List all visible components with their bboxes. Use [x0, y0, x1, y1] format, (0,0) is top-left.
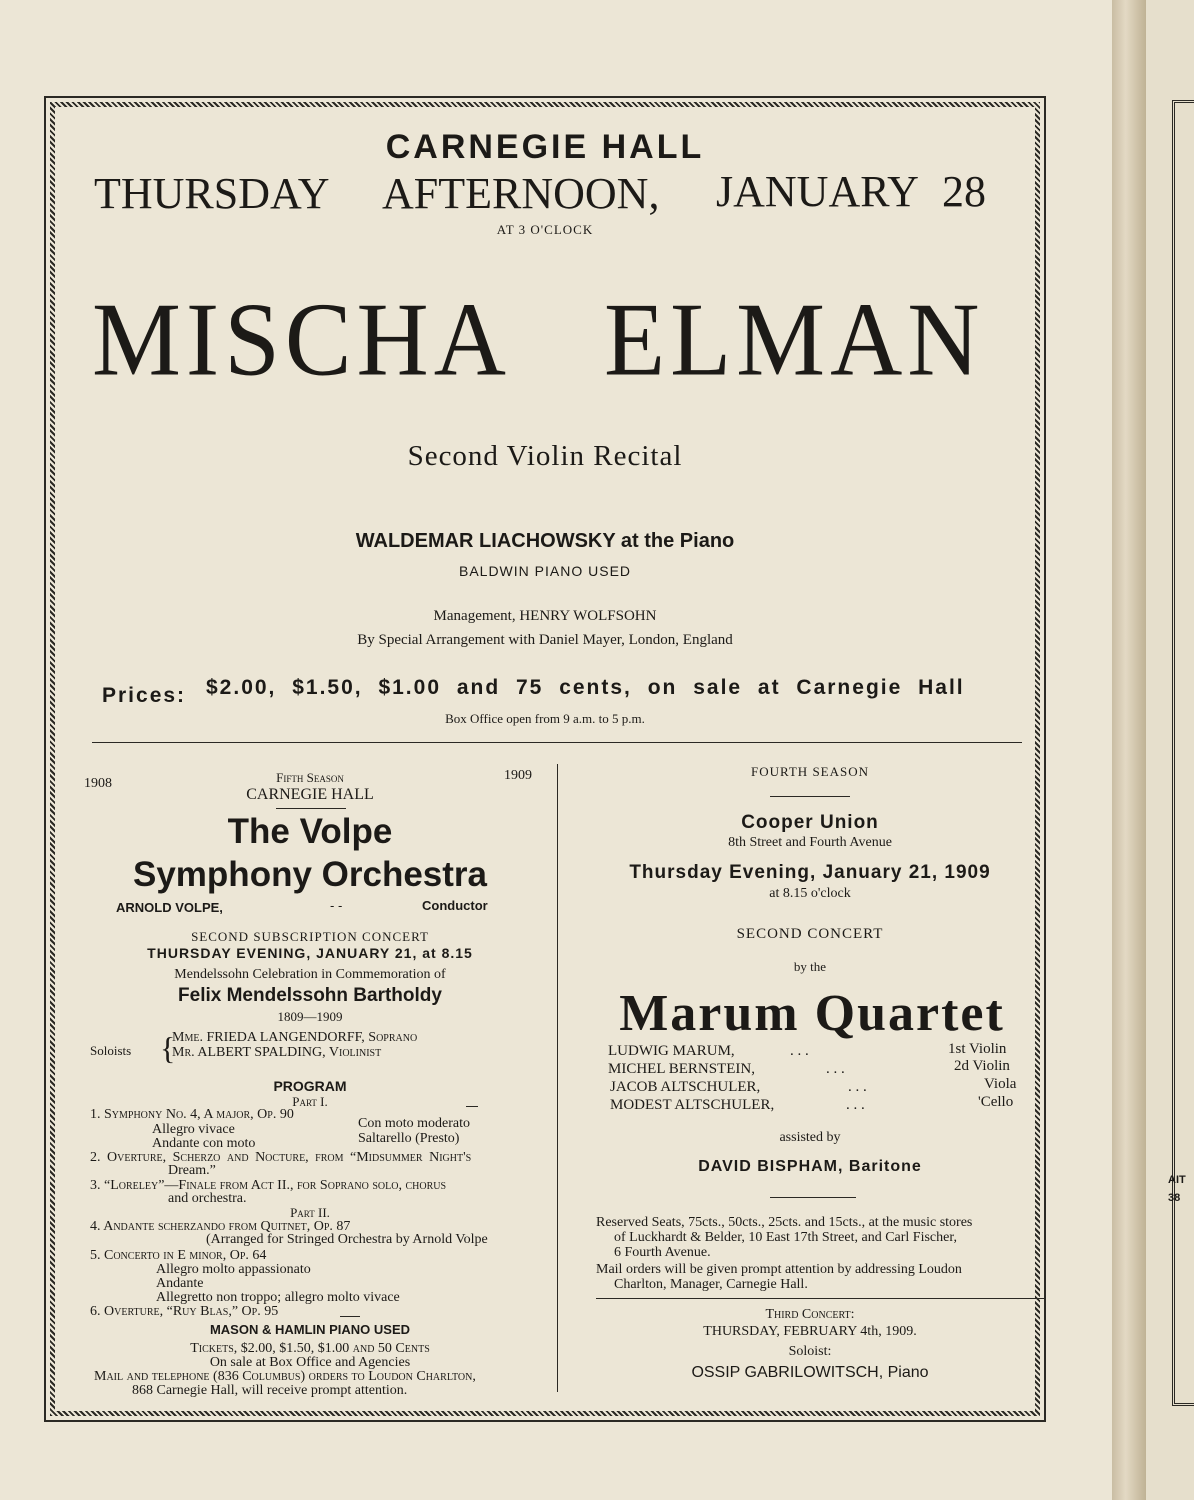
program-movement: Allegro molto appassionato [156, 1262, 311, 1277]
program-item-cont: and orchestra. [168, 1191, 247, 1206]
program-item: 2. Overture, Scherzo and Nocture, from “Midsummer Night's [90, 1150, 472, 1165]
celebration-line: Mendelssohn Celebration in Commemoration of [174, 967, 446, 982]
reserved-seats: Reserved Seats, 75cts., 50cts., 25cts. and 15cts., at the music stores [596, 1215, 973, 1230]
adjacent-page-border [1172, 100, 1194, 1406]
conductor-role: Conductor [422, 898, 488, 913]
third-concert-label: Third Concert: [765, 1307, 855, 1322]
season-year-end: 1909 [504, 768, 532, 783]
soloist-1: Mme. FRIEDA LANGENDORFF, Soprano [172, 1030, 418, 1045]
date-period: AFTERNOON, [382, 169, 660, 218]
pianist-line: WALDEMAR LIACHOWSKY at the Piano [355, 530, 735, 552]
quartet-member-role: 1st Violin [948, 1041, 1007, 1057]
management-line: Management, HENRY WOLFSOHN [433, 608, 657, 624]
concert-time: AT 3 O'CLOCK [496, 222, 594, 237]
conductor-dashes: - - [330, 898, 343, 913]
rule [770, 796, 850, 797]
reserved-seats-cont: 6 Fourth Avenue. [614, 1245, 711, 1260]
program-title: PROGRAM [273, 1078, 347, 1094]
volpe-hall: CARNEGIE HALL [246, 786, 374, 803]
marum-venue: Cooper Union [741, 812, 879, 833]
program-item: 6. Overture, “Ruy Blas,” Op. 95 [90, 1304, 279, 1319]
volpe-mail: Mail and telephone (836 Columbus) orders to Loudon Charlton, [94, 1369, 476, 1384]
composer-name: Felix Mendelssohn Bartholdy [178, 985, 442, 1006]
orchestra-title-line2: Symphony Orchestra [133, 855, 487, 894]
third-soloist: OSSIP GABRILOWITSCH, Piano [691, 1364, 929, 1381]
hall-heading: CARNEGIE HALL [385, 128, 705, 166]
third-soloist-label: Soloist: [788, 1344, 832, 1359]
page-gutter [1112, 0, 1146, 1500]
reserved-seats-cont: of Luckhardt & Belder, 10 East 17th Street, and Carl Fischer, [614, 1230, 957, 1245]
program-movement: Andante con moto [152, 1136, 256, 1151]
quartet-member-name: MICHEL BERNSTEIN, [608, 1061, 755, 1077]
program-movement: Allegretto non troppo; allegro molto vivace [156, 1290, 400, 1305]
date-day: THURSDAY [94, 169, 330, 218]
rule [340, 1316, 360, 1317]
program-movement: Con moto moderato [358, 1116, 470, 1131]
soloist-2: Mr. ALBERT SPALDING, Violinist [172, 1045, 382, 1060]
quartet-member-role: 'Cello [978, 1094, 1014, 1110]
quartet-member-name: MODEST ALTSCHULER, [610, 1097, 775, 1113]
volpe-piano-brand: MASON & HAMLIN PIANO USED [209, 1322, 411, 1337]
quartet-member-role: 2d Violin [954, 1058, 1010, 1074]
event-title: Second Violin Recital [407, 440, 683, 472]
column-divider [557, 764, 558, 1392]
volpe-tickets: Tickets, $2.00, $1.50, $1.00 and 50 Cents [190, 1341, 430, 1356]
program-item: 4. Andante scherzando from Quitnet, Op. 87 [90, 1219, 351, 1234]
quartet-member-name: LUDWIG MARUM, [608, 1043, 735, 1059]
marum-by-the: by the [793, 959, 827, 974]
artist-last-name: ELMAN [604, 281, 985, 398]
marum-time: at 8.15 o'clock [769, 886, 851, 901]
rule [466, 1106, 478, 1107]
soloists-label: Soloists [90, 1043, 132, 1058]
soloists-brace: { [160, 1030, 176, 1066]
volpe-sale: On sale at Box Office and Agencies [209, 1355, 411, 1370]
adjacent-page-fragment: 38 [1168, 1192, 1181, 1204]
guest-artist: DAVID BISPHAM, Baritone [698, 1158, 922, 1175]
marum-address: 8th Street and Fourth Avenue [728, 835, 892, 850]
program-part-1: Part I. [292, 1094, 328, 1109]
quartet-member-role: Viola [984, 1076, 1017, 1092]
mail-orders-cont: Charlton, Manager, Carnegie Hall. [614, 1277, 808, 1292]
section-divider [92, 742, 1022, 743]
quartet-member-dots: . . . [790, 1043, 809, 1059]
arrangement-line: By Special Arrangement with Daniel Mayer, London, England [357, 632, 733, 648]
quartet-member-dots: . . . [848, 1079, 867, 1095]
volpe-concert-label: SECOND SUBSCRIPTION CONCERT [191, 929, 429, 944]
quartet-member-dots: . . . [846, 1097, 865, 1113]
season-year-start: 1908 [84, 776, 112, 791]
adjacent-page-fragment: AIT [1168, 1174, 1186, 1186]
program-movement: Andante [156, 1276, 204, 1291]
date-number: 28 [942, 167, 986, 216]
artist-first-name: MISCHA [92, 281, 511, 398]
marum-date: Thursday Evening, January 21, 1909 [629, 862, 991, 883]
program-item: 3. “Loreley”—Finale from Act II., for Soprano solo, chorus [90, 1178, 447, 1193]
program-movement: Allegro vivace [152, 1122, 235, 1137]
rule [276, 808, 346, 809]
box-office-hours: Box Office open from 9 a.m. to 5 p.m. [445, 711, 645, 726]
conductor-name: ARNOLD VOLPE, [116, 900, 223, 915]
program-item-cont: (Arranged for Stringed Orchestra by Arnold Volpe [206, 1232, 488, 1247]
date-month: JANUARY [716, 167, 919, 216]
ensemble-name: Marum Quartet [619, 985, 1005, 1042]
program-item: 5. Concerto in E minor, Op. 64 [90, 1248, 267, 1263]
orchestra-title-line1: The Volpe [227, 812, 393, 851]
prices-values: $2.00, $1.50, $1.00 and 75 cents, on sale at Carnegie Hall [206, 676, 965, 699]
volpe-mail-cont: 868 Carnegie Hall, will receive prompt attention. [132, 1383, 408, 1398]
volpe-concert-date: THURSDAY EVENING, JANUARY 21, at 8.15 [147, 945, 473, 961]
season-label: Fifth Season [276, 770, 344, 785]
program-movement: Saltarello (Presto) [358, 1131, 460, 1146]
assisted-by: assisted by [779, 1130, 841, 1145]
mail-orders: Mail orders will be given prompt attention by addressing Loudon [596, 1262, 962, 1277]
rule [770, 1197, 856, 1198]
third-concert-date: THURSDAY, FEBRUARY 4th, 1909. [703, 1324, 917, 1339]
composer-years: 1809—1909 [277, 1009, 343, 1024]
piano-brand: BALDWIN PIANO USED [458, 563, 632, 579]
prices-label: Prices: [102, 684, 187, 707]
rule [596, 1298, 1044, 1299]
program-part-2: Part II. [290, 1205, 330, 1220]
quartet-member-name: JACOB ALTSCHULER, [610, 1079, 761, 1095]
quartet-member-dots: . . . [826, 1061, 845, 1077]
marum-season: FOURTH SEASON [750, 764, 870, 779]
program-item-cont: Dream.” [168, 1163, 216, 1178]
program-item: 1. Symphony No. 4, A major, Op. 90 [90, 1107, 294, 1122]
marum-concert-label: SECOND CONCERT [736, 926, 884, 942]
